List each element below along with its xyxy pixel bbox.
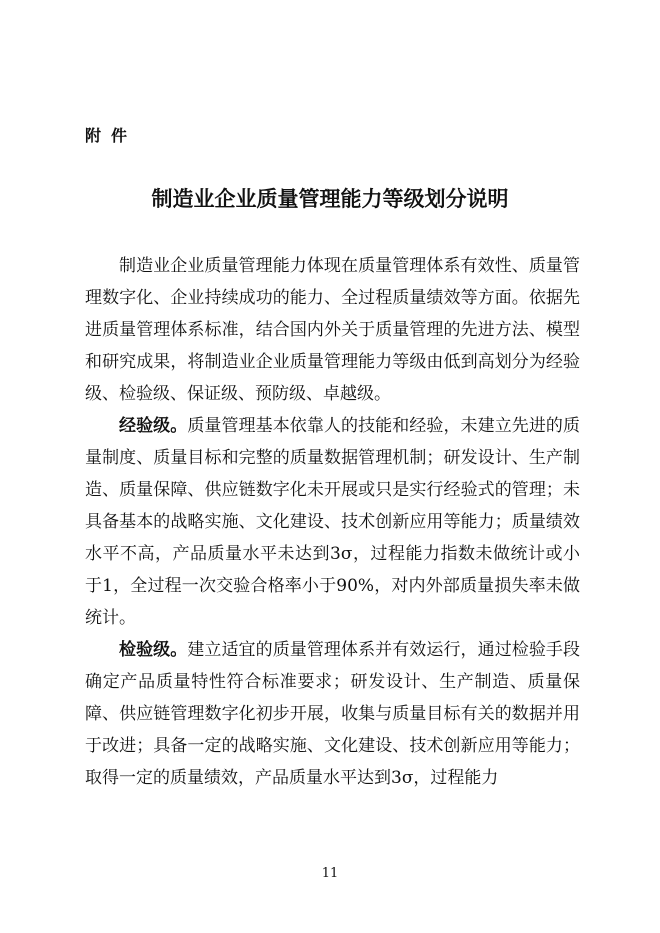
attachment-label: 附件 [85, 126, 138, 145]
paragraph-inspection-level [85, 634, 580, 794]
paragraph-inspection-level-lead: 检验级。 [119, 640, 188, 660]
paragraph-experience-level-lead: 经验级。 [119, 416, 188, 436]
paragraph-intro-text: 制造业企业质量管理能力体现在质量管理体系有效性、质量管理数字化、企业持续成功的能力、全过程质量绩效等方面。依据先进质量管理体系标准，结合国内外关于质量管理的先进方法、模型和研究成果，将制造业企业质量管理能力等级由低到高划分为经验级、检验级、保证级、预防级、卓越级。 [85, 256, 580, 404]
paragraph-experience-level [85, 410, 580, 634]
page-number: 11 [321, 866, 339, 881]
document-title: 制造业企业质量管理能力等级划分说明 [151, 187, 509, 211]
paragraph-inspection-level-text: 建立适宜的质量管理体系并有效运行，通过检验手段确定产品质量特性符合标准要求；研发设计、生产制造、质量保障、供应链管理数字化初步开展，收集与质量目标有关的数据并用于改进；具备一定的战略实施、文化建设、技术创新应用等能力；取得一定的质量绩效，产品质量水平达到3σ，过程能力 [85, 640, 581, 788]
paragraph-intro [85, 250, 580, 410]
document-body [85, 250, 580, 794]
paragraph-experience-level-text: 质量管理基本依靠人的技能和经验，未建立先进的质量制度、质量目标和完整的质量数据管理机制；研发设计、生产制造、质量保障、供应链数字化未开展或只是实行经验式的管理；未具备基本的战略实施、文化建设、技术创新应用等能力；质量绩效水平不高，产品质量水平未达到3σ，过程能力指数未做统计或小于1，全过程一次交验合格率小于90%，对内外部质量损失率未做统计。 [85, 416, 581, 628]
